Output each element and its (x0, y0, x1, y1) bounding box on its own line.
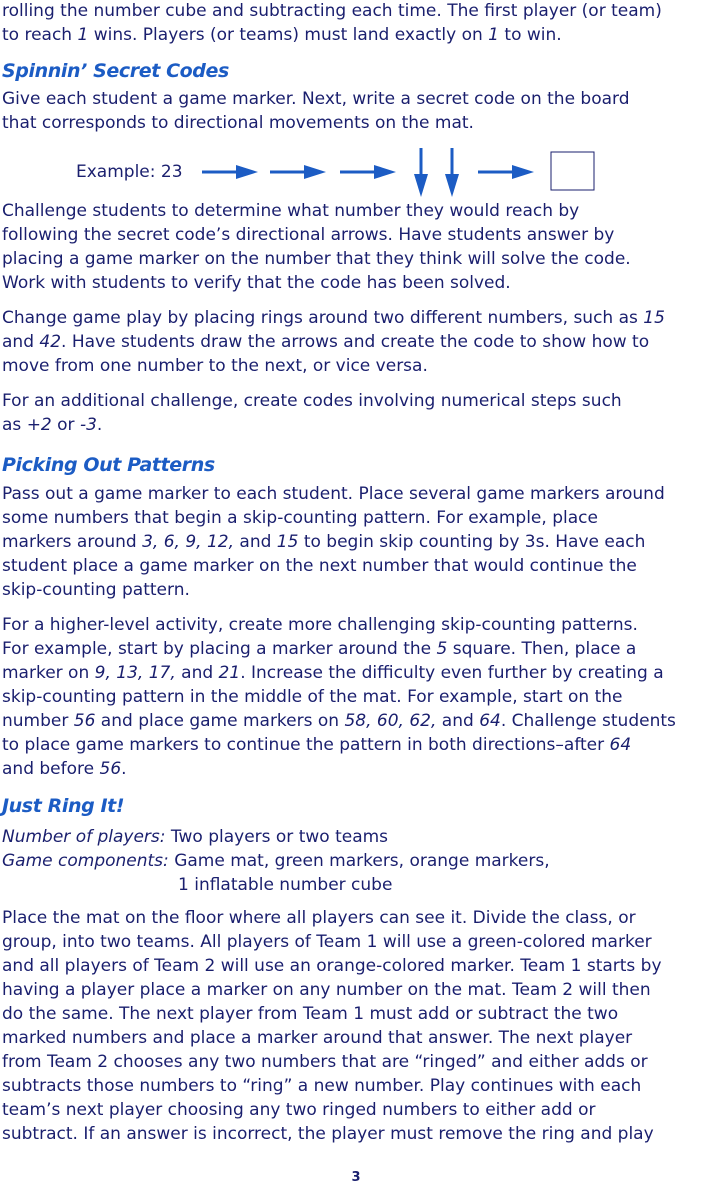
players-line (2, 825, 710, 849)
text-line: For an additional challenge, create codes involving numerical steps such (2, 391, 622, 411)
text-line: Change game play by placing rings around two different numbers, such as 15 (2, 308, 665, 328)
page-number: 3 (351, 1170, 361, 1185)
text-line: Pass out a game marker to each student. Place several game markers around (2, 484, 665, 504)
text-line: Work with students to verify that the code has been solved. (2, 273, 511, 293)
italic-value: 5 (436, 639, 448, 659)
italic-value: 15 (276, 532, 299, 552)
text-line: marked numbers and place a marker around that answer. The next player (2, 1028, 633, 1048)
italic-value: 1 (488, 25, 499, 45)
italic-value: 56 (99, 759, 122, 779)
secret-codes-paragraph-2 (2, 199, 710, 295)
components-label: Game components: (2, 851, 169, 871)
components-line (2, 849, 710, 873)
arrow-down-icon (445, 148, 459, 197)
secret-codes-paragraph-4 (2, 389, 710, 437)
ring-it-paragraph-1 (2, 906, 710, 1146)
example-code-row (0, 148, 712, 198)
text-line: from Team 2 chooses any two numbers that are “ringed” and either adds or (2, 1052, 648, 1072)
text-line: For a higher-level activity, create more challenging skip-counting patterns. (2, 615, 638, 635)
text-line: following the secret code’s directional arrows. Have students answer by (2, 225, 615, 245)
arrow-right-icon (202, 165, 258, 179)
text-line: that corresponds to directional movements on the mat. (2, 113, 474, 133)
italic-value: 42 (39, 332, 62, 352)
italic-value: +2 (26, 415, 52, 435)
italic-value: 56 (73, 711, 96, 731)
text-line: number 56 and place game markers on 58, 60, 62, and 64. Challenge students (2, 711, 676, 731)
arrow-right-icon (478, 165, 534, 179)
text-line: marker on 9, 13, 17, and 21. Increase the difficulty even further by creating a (2, 663, 664, 683)
italic-value: 9, 13, 17, (94, 663, 176, 683)
text-line: Challenge students to determine what number they would reach by (2, 201, 580, 221)
italic-value: 64 (609, 735, 632, 755)
players-label: Number of players: (2, 827, 166, 847)
text-line: and all players of Team 2 will use an orange-colored marker. Team 1 starts by (2, 956, 662, 976)
text-line: subtracts those numbers to “ring” a new number. Play continues with each (2, 1076, 642, 1096)
italic-value: -3 (79, 415, 97, 435)
text-line: skip-counting pattern. (2, 580, 190, 600)
answer-box (551, 152, 594, 190)
arrow-down-icon (414, 148, 428, 197)
text-line: placing a game marker on the number that they think will solve the code. (2, 249, 631, 269)
intro-paragraph (2, 0, 710, 47)
italic-value: 3, 6, 9, 12, (142, 532, 234, 552)
components-line-2 (2, 873, 710, 897)
italic-value: 64 (479, 711, 501, 731)
section-heading-secret-codes: Spinnin’ Secret Codes (2, 60, 229, 82)
text-line: group, into two teams. All players of Team 1 will use a green-colored marker (2, 932, 652, 952)
players-value: Two players or two teams (170, 827, 389, 847)
text-line: markers around 3, 6, 9, 12, and 15 to begin skip counting by 3s. Have each (2, 532, 646, 552)
italic-value: 58, 60, 62, (344, 711, 437, 731)
text-line: rolling the number cube and subtracting each time. The first player (or team) (2, 1, 662, 21)
components-value-continued: 1 inflatable number cube (178, 875, 393, 895)
italic-value: 21 (218, 663, 241, 683)
text-line: move from one number to the next, or vice versa. (2, 356, 428, 376)
text-line: having a player place a marker on any number on the mat. Team 2 will then (2, 980, 651, 1000)
arrow-right-icon (340, 165, 396, 179)
components-value: Game mat, green markers, orange markers, (174, 851, 550, 871)
text-line: to reach 1 wins. Players (or teams) must land exactly on 1 to win. (2, 25, 562, 45)
secret-codes-paragraph-3 (2, 306, 710, 378)
text-line: subtract. If an answer is incorrect, the player must remove the ring and play (2, 1124, 654, 1144)
patterns-paragraph-2 (2, 613, 710, 781)
italic-value: 15 (643, 308, 665, 328)
text-line: For example, start by placing a marker around the 5 square. Then, place a (2, 639, 637, 659)
example-arrows (0, 148, 712, 198)
text-line: Place the mat on the floor where all players can see it. Divide the class, or (2, 908, 636, 928)
section-heading-just-ring-it: Just Ring It! (2, 795, 125, 817)
arrow-right-icon (270, 165, 326, 179)
secret-codes-paragraph-1 (2, 87, 710, 135)
text-line: student place a game marker on the next number that would continue the (2, 556, 637, 576)
text-line: and before 56. (2, 759, 127, 779)
text-line: and 42. Have students draw the arrows and create the code to show how to (2, 332, 650, 352)
text-line: Give each student a game marker. Next, write a secret code on the board (2, 89, 630, 109)
text-line: do the same. The next player from Team 1 must add or subtract the two (2, 1004, 619, 1024)
game-info-block (2, 825, 710, 897)
text-line: some numbers that begin a skip-counting pattern. For example, place (2, 508, 598, 528)
text-line: team’s next player choosing any two ringed numbers to either add or (2, 1100, 596, 1120)
text-line: as +2 or -3. (2, 415, 103, 435)
section-heading-picking-out-patterns: Picking Out Patterns (2, 454, 215, 476)
text-line: skip-counting pattern in the middle of the mat. For example, start on the (2, 687, 623, 707)
example-label: Example: 23 (76, 162, 183, 182)
italic-value: 1 (77, 25, 89, 45)
text-line: to place game markers to continue the pattern in both directions–after 64 (2, 735, 632, 755)
patterns-paragraph-1 (2, 482, 710, 602)
